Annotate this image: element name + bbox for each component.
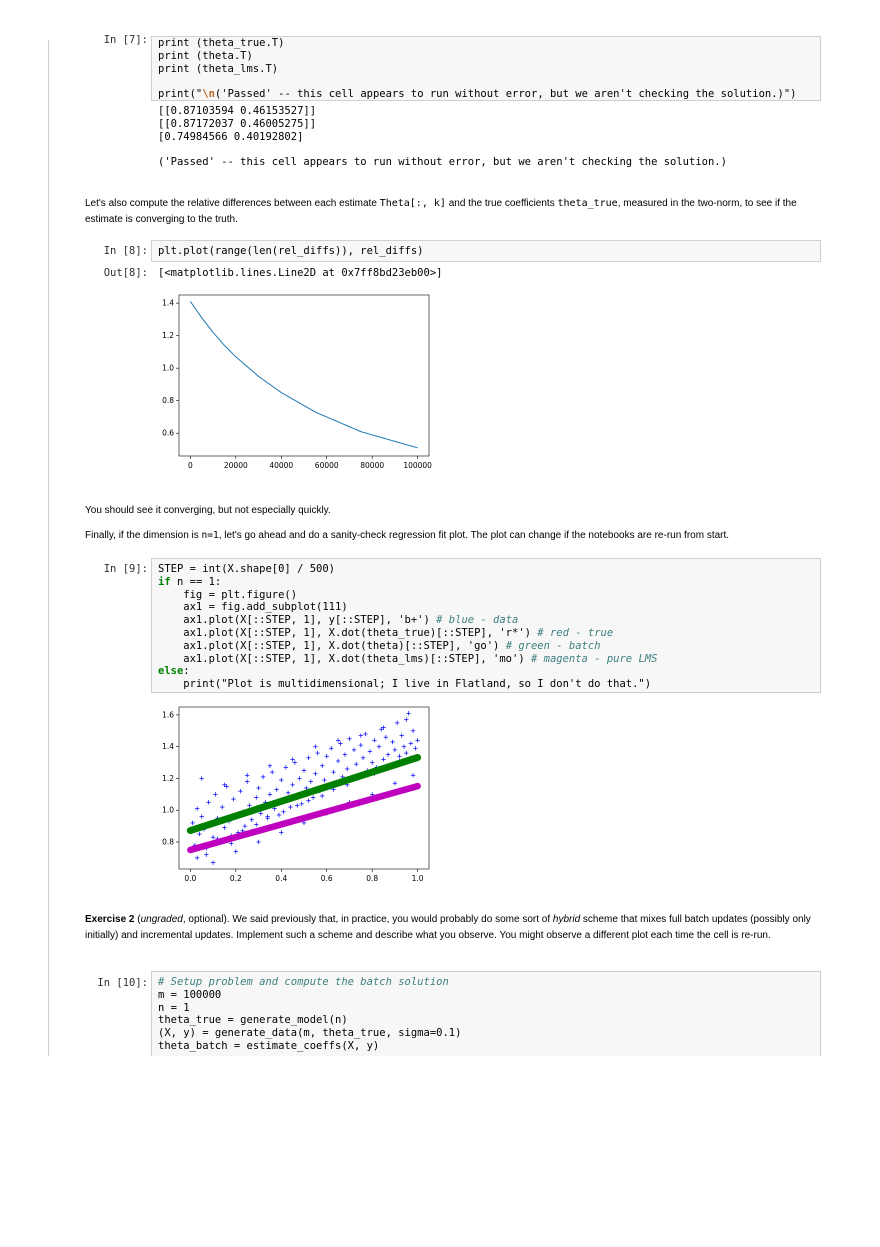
plot-frame bbox=[179, 295, 429, 456]
y-tick-label: 1.2 bbox=[162, 331, 174, 341]
y-tick-label: 0.8 bbox=[162, 837, 174, 847]
x-tick-label: 0.6 bbox=[320, 874, 333, 883]
x-tick-label: 1.0 bbox=[411, 874, 424, 883]
cell7-prompt: In [7]: bbox=[103, 34, 148, 46]
notebook-left-border bbox=[48, 40, 49, 1056]
y-tick-label: 1.0 bbox=[162, 805, 174, 815]
x-tick-label: 0.0 bbox=[184, 874, 197, 883]
cell8-out-prompt: Out[8]: bbox=[103, 267, 148, 279]
cell8-code: plt.plot(range(len(rel_diffs)), rel_diffs) bbox=[158, 245, 424, 257]
y-tick-label: 1.2 bbox=[162, 773, 174, 783]
cell10-prompt: In [10]: bbox=[97, 977, 148, 989]
regression-scatter-plot bbox=[150, 702, 440, 885]
y-tick-label: 0.6 bbox=[162, 428, 174, 438]
cell9-code: STEP = int(X.shape[0] / 500) if n == 1: fig = plt.figure() ax1 = fig.add_subplot(111) ax1.plot(X[::STEP, 1], y[::STEP], 'b+') # blue - data ax1.plot(X[::STEP, 1], X.dot(theta_true)[::STEP], 'r*') # red - true ax1.plot(X[::STEP, 1], X.dot(theta)[::STEP], 'go') # green - batch ax1.plot(X[::STEP, 1], X.dot(theta_lms)[::STEP], 'mo') # magenta - pure LMS else: print("Plot is multidimensional; I live in Flatland, so I don't do that.") bbox=[158, 563, 658, 691]
cell7-out2: [[0.87172037 0.46005275]] bbox=[158, 117, 317, 130]
cell7-code-box[interactable] bbox=[151, 36, 821, 101]
cell10-code: # Setup problem and compute the batch solution m = 100000 n = 1 theta_true = generate_model(n) (X, y) = generate_data(m, theta_true, sigma=0.1) theta_batch = estimate_coeffs(X, y) bbox=[158, 976, 462, 1052]
cell7-line1: print (theta_true.T) bbox=[158, 37, 285, 49]
cell8-prompt: In [8]: bbox=[103, 245, 148, 257]
x-tick-label: 60000 bbox=[314, 461, 339, 470]
y-tick-label: 1.6 bbox=[162, 710, 174, 720]
x-tick-label: 0.2 bbox=[229, 874, 242, 883]
cell7-out3: [0.74984566 0.40192802] bbox=[158, 130, 304, 143]
cell10-code-box[interactable] bbox=[151, 971, 821, 1056]
y-tick-label: 0.8 bbox=[162, 396, 174, 406]
cell9-prompt: In [9]: bbox=[103, 563, 148, 575]
cell7-line5: print("\n('Passed' -- this cell appears to run without error, but we aren't checking the solution.)") bbox=[158, 88, 797, 101]
y-tick-label: 1.0 bbox=[162, 363, 174, 373]
cell7-code bbox=[152, 37, 820, 105]
y-tick-label: 1.4 bbox=[162, 298, 174, 308]
cell7-out5: ('Passed' -- this cell appears to run without error, but we aren't checking the solution.) bbox=[158, 156, 727, 169]
y-tick-label: 1.4 bbox=[162, 742, 174, 752]
x-tick-label: 0.4 bbox=[275, 874, 288, 883]
x-tick-label: 0.8 bbox=[366, 874, 379, 883]
cell9-code-box[interactable] bbox=[151, 558, 821, 693]
cell7-line2: print (theta.T) bbox=[158, 49, 253, 62]
x-tick-label: 100000 bbox=[403, 461, 432, 470]
rel-diffs-line-chart bbox=[150, 288, 440, 473]
cell7-line3: print (theta_lms.T) bbox=[158, 62, 279, 75]
cell7-out1: [[0.87103594 0.46153527]] bbox=[158, 105, 317, 117]
x-tick-label: 40000 bbox=[269, 461, 294, 470]
cell8-code-box[interactable] bbox=[151, 240, 821, 262]
x-tick-label: 80000 bbox=[360, 461, 385, 470]
markdown-sanity-check: Finally, if the dimension is n=1, let's go ahead and do a sanity-check regression fit plot. The plot can change if the notebooks are re-run from start. bbox=[85, 530, 730, 541]
cell7-output bbox=[158, 105, 727, 169]
markdown-exercise-2: Exercise 2 (ungraded, optional). We said previously that, in practice, you would probably do some sort of hybrid scheme that mixes full batch updates (possibly only initially) and incremental updates. Implement such a scheme and describe what you observe. You might observe a different plot each time the cell is re-run. bbox=[85, 914, 811, 941]
x-tick-label: 0 bbox=[187, 461, 193, 470]
markdown-converging: You should see it converging, but not especially quickly. bbox=[85, 505, 331, 516]
x-tick-label: 20000 bbox=[223, 461, 248, 470]
markdown-rel-diffs: Let's also compute the relative differences between each estimate Theta[:, k] and the true coefficients theta_true, measured in the two-norm, to see if the estimate is converging to the truth. bbox=[85, 198, 797, 225]
cell8-output: [<matplotlib.lines.Line2D at 0x7ff8bd23eb00>] bbox=[158, 267, 443, 279]
